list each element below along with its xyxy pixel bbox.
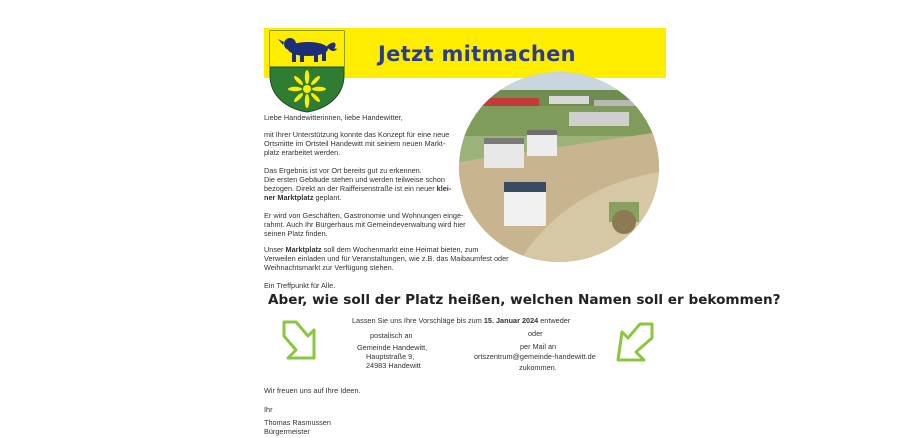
paragraph-2-line-1: Das Ergebnis ist vor Ort bereits gut zu erkennen.: [264, 166, 422, 175]
mail-label: per Mail an: [520, 342, 557, 351]
signatory-role: Bürgermeister: [264, 427, 310, 436]
paragraph-4-line-1: [264, 245, 478, 254]
paragraph-5: Ein Treffpunkt für Alle.: [264, 281, 336, 290]
address-line-2: Hauptstraße 9,: [366, 352, 415, 361]
paragraph-1-line-1: mit Ihrer Unterstützung konnte das Konzept für eine neue: [264, 130, 450, 139]
paragraph-4-line-2: Verweilen einladen und für Veranstaltungen, wie z.B. das Maibaumfest oder: [264, 254, 509, 263]
paragraph-4-start: Unser: [264, 245, 286, 254]
postal-label: postalisch an: [370, 331, 413, 340]
paragraph-3-line-3: seinen Platz finden.: [264, 229, 328, 238]
closing-yours: Ihr: [264, 405, 273, 414]
marktplatz-bold: Marktplatz: [285, 245, 322, 254]
greeting: Liebe Handewitterinnen, liebe Handewitter,: [264, 113, 403, 122]
closing-thanks: Wir freuen uns auf Ihre Ideen.: [264, 386, 361, 395]
mail-end: zukommen.: [519, 363, 557, 372]
marktplatz-emphasis-a: klei-: [436, 184, 452, 193]
paragraph-1-line-3: platz erarbeitet werden.: [264, 148, 341, 157]
left-arrow-icon: [614, 320, 654, 369]
right-arrow-icon: [282, 318, 318, 367]
signatory-name: Thomas Rasmussen: [264, 418, 331, 427]
headline-question: Aber, wie soll der Platz heißen, welchen Namen soll er bekommen?: [268, 292, 781, 308]
paragraph-2-text: bezogen. Direkt an der Raiffeisenstraße ist ein neuer: [264, 184, 437, 193]
paragraph-2-end: geplant.: [313, 193, 342, 202]
address-line-1: Gemeinde Handewitt,: [357, 343, 428, 352]
paragraph-1-line-2: Ortsmitte im Ortsteil Handewitt mit seinem neuen Markt-: [264, 139, 446, 148]
paragraph-3-line-1: Er wird von Geschäften, Gastronomie und Wohnungen einge-: [264, 211, 464, 220]
address-line-3: 24983 Handewitt: [366, 361, 421, 370]
submission-intro: [352, 316, 570, 325]
submission-intro-start: Lassen Sie uns Ihre Vorschläge bis zum: [352, 316, 484, 325]
marktplatz-emphasis-b: ner Marktplatz: [264, 193, 314, 202]
paragraph-4-line-3: Weihnachtsmarkt zur Verfügung stehen.: [264, 263, 394, 272]
deadline-date: 15. Januar 2024: [483, 316, 539, 325]
banner-title: Jetzt mitmachen: [378, 42, 576, 66]
paragraph-2-line-4: [264, 193, 341, 202]
email-link[interactable]: ortszentrum@gemeinde-handewitt.de: [474, 352, 596, 361]
paragraph-2-line-2: Die ersten Gebäude stehen und werden teilweise schon: [264, 175, 445, 184]
submission-intro-end: entweder: [538, 316, 571, 325]
paragraph-3-line-2: rahmt. Auch Ihr Bürgerhaus mit Gemeindeverwaltung wird hier: [264, 220, 466, 229]
coat-of-arms-icon: [268, 29, 346, 113]
paragraph-2-line-3: [264, 184, 451, 193]
aerial-photo: [459, 72, 659, 262]
paragraph-4-rest: soll dem Wochenmarkt eine Heimat bieten, zum: [321, 245, 479, 254]
or-text: oder: [528, 329, 543, 338]
